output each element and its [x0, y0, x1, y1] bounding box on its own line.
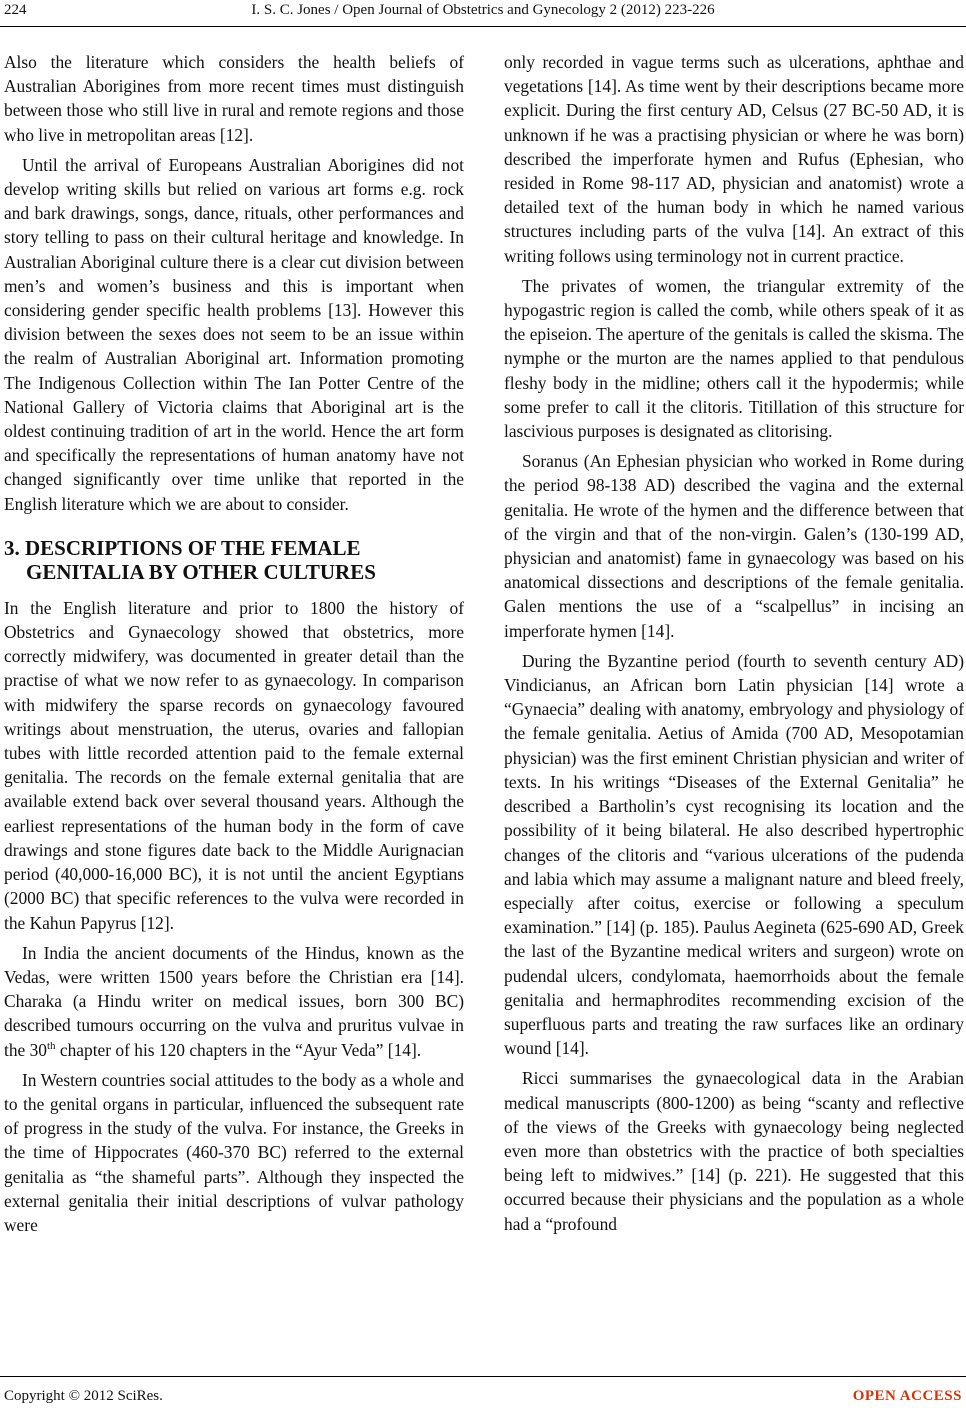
paragraph: Ricci summarises the gynaecological data in the Arabian medical manuscripts (800-1200) as being “scanty and reflective of the views of the Greeks with gynaecology being neglected even more than obstetrics with the practice of both specialties being left to midwives.” [14] (p. 221). He suggested that this occurred because their physicians and the population as a whole had a “profound	[504, 1068, 964, 1234]
section-heading-line-2: GENITALIA BY OTHER CULTURES	[26, 559, 376, 584]
paragraph: In Western countries social attitudes to the body as a whole and to the genital organs in particular, influenced the subsequent rate of progress in the study of the vulva. For instance, the Greeks in the time of Hippocrates (460-370 BC) referred to the external genitalia as “the shameful parts”. Although they inspected the external genitalia their initial descriptions of vulvar pathology were	[4, 1069, 464, 1235]
paragraph-text: chapter of his 120 chapters in the “Ayur Veda” [14].	[55, 1039, 422, 1060]
paragraph: only recorded in vague terms such as ulcerations, aphthae and vegetations [14]. As time went by their descriptions became more explicit. During the first century AD, Celsus (27 BC-50 AD, it is unknown if he was a practising physician or where he was born) described the imperforate hymen and Rufus (Ephesian, who resided in Rome 98-117 AD, physician and anatomist) wrote a detailed text of the human body in which he named various structures including parts of the vulva [14]. An extract of this writing follows using terminology not in current practice.	[504, 52, 964, 266]
paragraph: During the Byzantine period (fourth to seventh century AD) Vindicianus, an African born Latin physician [14] wrote a “Gynaecia” dealing with anatomy, embryology and physiology of the female genitalia. Aetius of Amida (700 AD, Mesopotamian physician) was the first eminent Christian physician and writer of texts. In his writings “Diseases of the External Genitalia” he described a Bartholin’s cyst recognising its location and the possibility of it being bilateral. He also described hypertrophic changes of the clitoris and “various ulcerations of the pudenda and labia which may assume a malignant nature and bleed freely, especially after coitus, exercise or following a speculum examination.” [14] (p. 185). Paulus Aegineta (625-690 AD, Greek the last of the Byzantine medical writers and surgeon) wrote on pudendal ulcers, condylomata, haemorrhoids about the female genitalia and hermaphrodites recommending excision of the superfluous parts and treating the raw surfaces like an ordinary wound [14].	[504, 650, 964, 1059]
right-column	[504, 50, 964, 1242]
section-heading-line-1: 3. DESCRIPTIONS OF THE FEMALE	[4, 535, 361, 560]
section-heading	[4, 536, 464, 584]
running-title: I. S. C. Jones / Open Journal of Obstetrics and Gynecology 2 (2012) 223-226	[251, 2, 715, 18]
superscript: th	[46, 1039, 56, 1052]
paragraph: Soranus (An Ephesian physician who worked in Rome during the period 98-138 AD) described the vagina and the external genitalia. He wrote of the hymen and the difference between that of the virgin and that of the non-virgin. Galen’s (130-199 AD, physician and anatomist) fame in gynaecology was based on his anatomical dissections and descriptions of the female genitalia. Galen mentions the use of a “scalpellus” in incising an imperforate hymen [14].	[504, 451, 964, 641]
footer-divider	[0, 1376, 966, 1377]
left-column	[4, 50, 464, 1243]
page-number: 224	[4, 2, 27, 18]
paragraph	[4, 941, 464, 1062]
copyright-notice: Copyright © 2012 SciRes.	[4, 1388, 163, 1404]
paragraph-text: In India the ancient documents of the Hindus, known as the Vedas, were written 1500 years before the Christian era [14]. Charaka (a Hindu writer on medical issues, born 300 BC) described tumours occurring on the vulva and pruritus vulvae in the 30	[4, 942, 464, 1060]
paragraph: Until the arrival of Europeans Australian Aborigines did not develop writing skills but relied on various art forms e.g. rock and bark drawings, songs, dance, rituals, other performances and story telling to pass on their cultural heritage and knowledge. In Australian Aboriginal culture there is a clear cut division between men’s and women’s business and this is important when considering gender specific health problems [13]. However this division between the sexes does not seem to be an issue within the realm of Australian Aboriginal art. Information promoting The Indigenous Collection within The Ian Potter Centre of the National Gallery of Victoria claims that Aboriginal art is the oldest continuing tradition of art in the world. Hence the art form and specifically the representations of human anatomy have not changed significantly over time unlike that reported in the English literature which we are about to consider.	[4, 154, 464, 514]
header-divider	[0, 26, 966, 27]
quoted-extract: The privates of women, the triangular extremity of the hypogastric region is called the comb, while others speak of it as the episeion. The aperture of the genitals is called the skisma. The nymphe or the murton are the names applied to that pendulous fleshy body in the midline; others call it the hypodermis; while some prefer to call it the clitoris. Titillation of this structure for lascivious purposes is designated as clitorising.	[504, 275, 964, 442]
paragraph: In the English literature and prior to 1800 the history of Obstetrics and Gynaecology showed that obstetrics, more correctly midwifery, was documented in greater detail than the practise of what we now refer to as gynaecology. In comparison with midwifery the sparse records on gynaecology favoured writings about menstruation, the uterus, ovaries and fallopian tubes with little recorded attention paid to the female external genitalia. The records on the female external genitalia that are available extend back over several thousand years. Although the earliest representations of the human body in the form of cave drawings and stone figures date back to the Middle Aurignacian period (40,000-16,000 BC), it is not until the ancient Egyptians (2000 BC) that specific references to the vulva were recorded in the Kahun Papyrus [12].	[4, 597, 464, 933]
paragraph: Also the literature which considers the health beliefs of Australian Aborigines from more recent times must distinguish between those who still live in rural and remote regions and those who live in metropolitan areas [12].	[4, 52, 464, 145]
page-header	[0, 0, 966, 26]
open-access-label: OPEN ACCESS	[852, 1388, 962, 1404]
